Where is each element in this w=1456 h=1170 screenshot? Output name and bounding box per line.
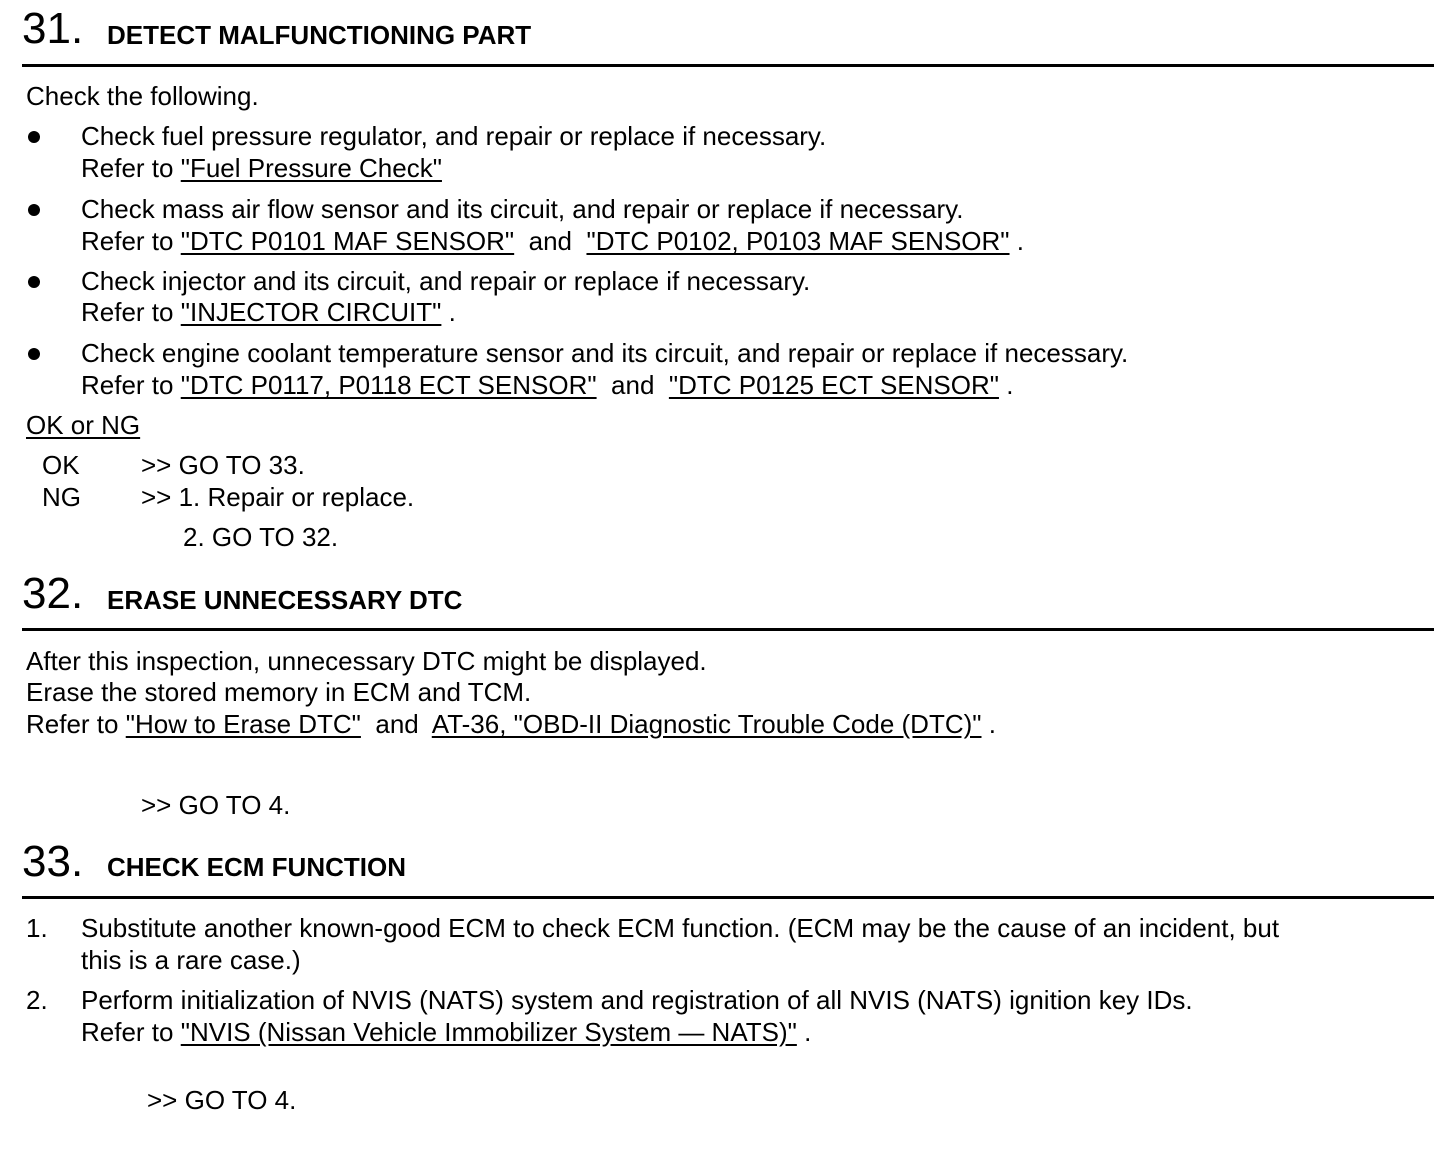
- refer-label: Refer to: [81, 370, 174, 400]
- refer-line: [26, 709, 996, 739]
- bullet-text: Check engine coolant temperature sensor and its circuit, and repair or replace if necessary.: [81, 338, 1129, 368]
- nvis-nats-link[interactable]: "NVIS (Nissan Vehicle Immobilizer System — NATS)": [180, 1017, 797, 1047]
- bullet-text: Check injector and its circuit, and repair or replace if necessary.: [81, 266, 811, 296]
- section-divider: [22, 64, 1434, 67]
- refer-label: Refer to: [81, 297, 174, 327]
- goto-text: >> GO TO 4.: [147, 1085, 297, 1115]
- ng-action-1: >> 1. Repair or replace.: [141, 482, 415, 512]
- body-line: After this inspection, unnecessary DTC might be displayed.: [26, 646, 707, 676]
- refer-line: [81, 1017, 811, 1047]
- and-text: and: [611, 370, 655, 400]
- dtc-p0117-p0118-ect-link[interactable]: "DTC P0117, P0118 ECT SENSOR": [180, 370, 597, 400]
- step-number: 31.: [22, 4, 84, 53]
- refer-line: [81, 153, 442, 183]
- ng-action-2: 2. GO TO 32.: [183, 522, 339, 552]
- intro-text: Check the following.: [26, 81, 259, 111]
- item-text: Substitute another known-good ECM to check ECM function. (ECM may be the cause of an incident, but: [81, 913, 1280, 943]
- how-to-erase-dtc-link[interactable]: "How to Erase DTC": [125, 709, 361, 739]
- step-number: 32.: [22, 569, 84, 618]
- refer-line: [81, 297, 456, 327]
- and-text: and: [375, 709, 419, 739]
- ok-label: OK: [42, 450, 80, 480]
- bullet-icon: [28, 204, 40, 216]
- injector-circuit-link[interactable]: "INJECTOR CIRCUIT": [180, 297, 442, 327]
- item-text: this is a rare case.): [81, 945, 301, 975]
- bullet-icon: [28, 131, 40, 143]
- item-number: 1.: [26, 913, 48, 943]
- refer-line: [81, 370, 1013, 400]
- and-text: and: [528, 226, 573, 256]
- refer-label: Refer to: [81, 1017, 174, 1047]
- obd-ii-dtc-link[interactable]: AT-36, "OBD-II Diagnostic Trouble Code (DTC)": [431, 709, 982, 739]
- item-text: Perform initialization of NVIS (NATS) system and registration of all NVIS (NATS) ignition key IDs.: [81, 985, 1193, 1015]
- step-title: DETECT MALFUNCTIONING PART: [107, 20, 532, 50]
- period-text: .: [448, 297, 456, 327]
- period-text: .: [804, 1017, 812, 1047]
- period-text: .: [988, 709, 996, 739]
- body-line: Erase the stored memory in ECM and TCM.: [26, 677, 532, 707]
- refer-label: Refer to: [26, 709, 119, 739]
- ok-ng-heading: OK or NG: [26, 410, 141, 440]
- bullet-text: Check mass air flow sensor and its circuit, and repair or replace if necessary.: [81, 194, 964, 224]
- section-divider: [22, 896, 1434, 899]
- bullet-icon: [28, 348, 40, 360]
- ok-action: >> GO TO 33.: [141, 450, 305, 480]
- step-number: 33.: [22, 837, 84, 886]
- dtc-p0102-p0103-maf-link[interactable]: "DTC P0102, P0103 MAF SENSOR": [586, 226, 1010, 256]
- period-text: .: [1006, 370, 1014, 400]
- dtc-p0125-ect-link[interactable]: "DTC P0125 ECT SENSOR": [668, 370, 999, 400]
- refer-label: Refer to: [81, 226, 174, 256]
- step-title: CHECK ECM FUNCTION: [107, 852, 406, 882]
- section-divider: [22, 628, 1434, 631]
- bullet-icon: [28, 276, 40, 288]
- period-text: .: [1016, 226, 1024, 256]
- bullet-text: Check fuel pressure regulator, and repair or replace if necessary.: [81, 121, 827, 151]
- refer-line: [81, 226, 1024, 256]
- dtc-p0101-maf-link[interactable]: "DTC P0101 MAF SENSOR": [180, 226, 515, 256]
- fuel-pressure-check-link[interactable]: "Fuel Pressure Check": [180, 153, 442, 183]
- step-title: ERASE UNNECESSARY DTC: [107, 585, 463, 615]
- refer-label: Refer to: [81, 153, 174, 183]
- ng-label: NG: [42, 482, 81, 512]
- item-number: 2.: [26, 985, 48, 1015]
- goto-text: >> GO TO 4.: [141, 790, 291, 820]
